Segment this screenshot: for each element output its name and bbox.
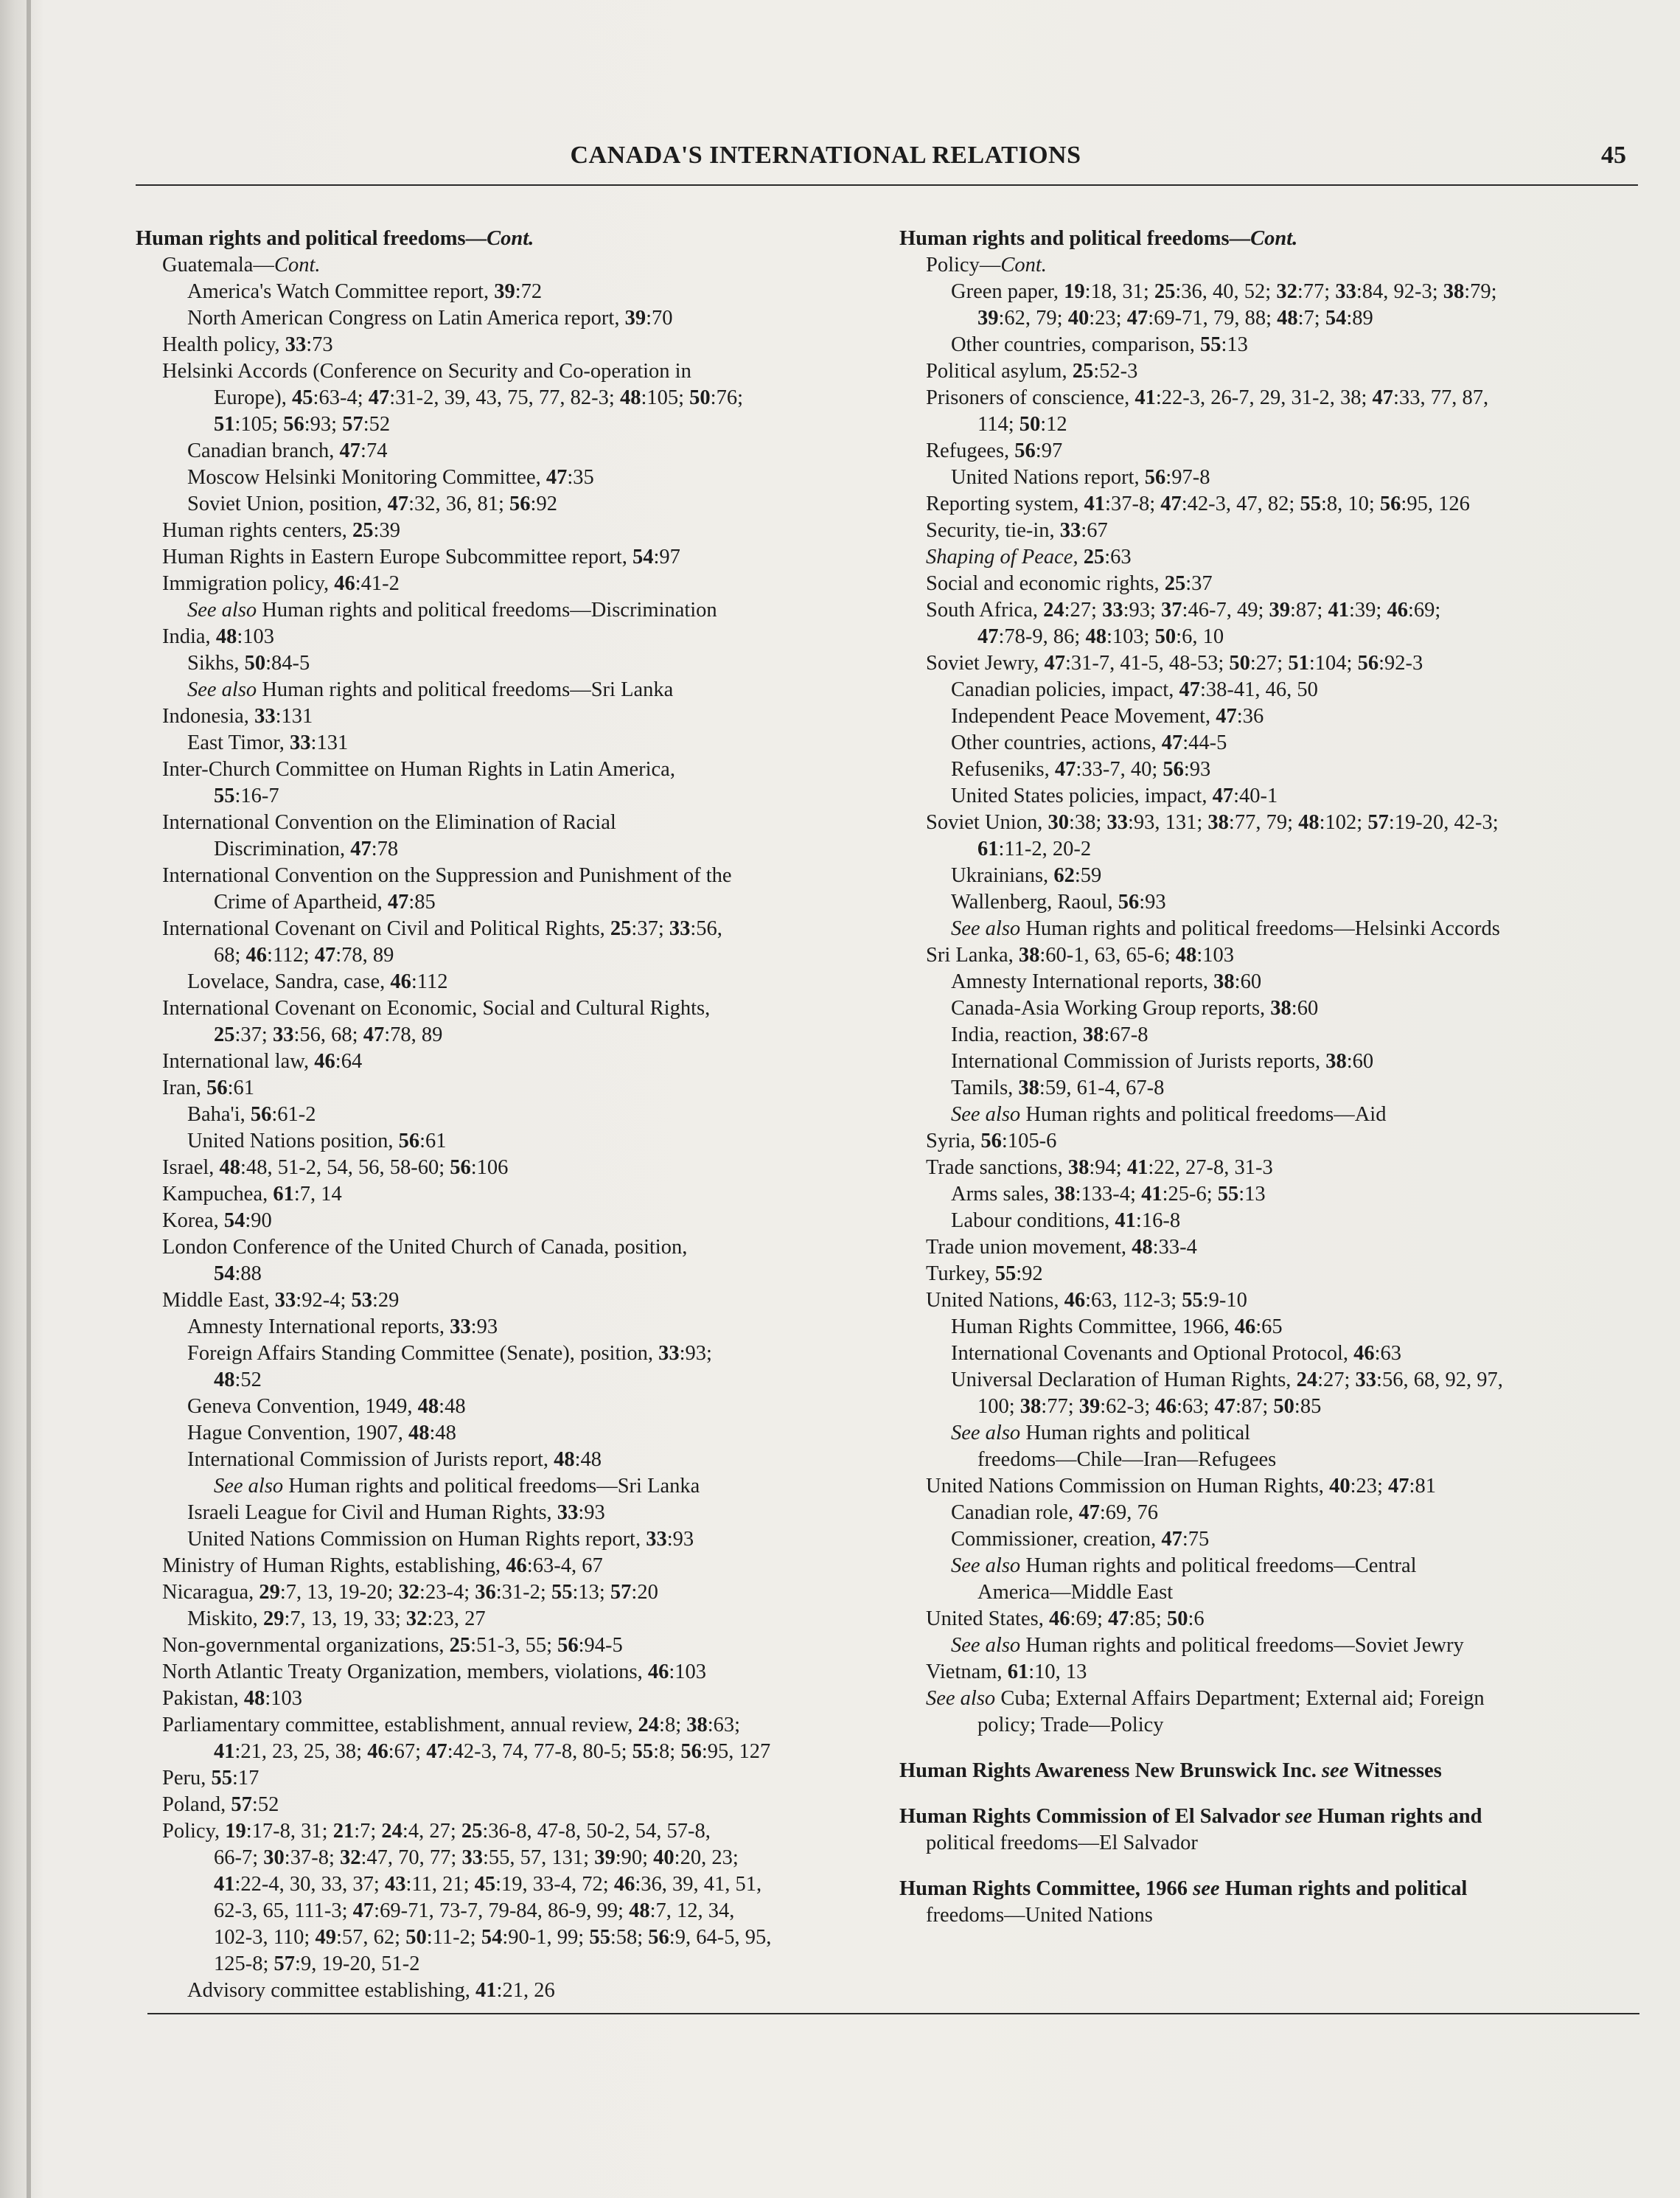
index-entry: Sikhs, 50:84-5	[187, 652, 310, 675]
index-entry: Canadian role, 47:69, 76	[951, 1501, 1158, 1524]
index-entry: United Nations position, 56:61	[187, 1130, 447, 1152]
index-entry: United Nations, 46:63, 112-3; 55:9-10	[926, 1289, 1247, 1312]
index-entry: Soviet Union, 30:38; 33:93, 131; 38:77, 79; 48:102; 57:19-20, 42-3;	[926, 811, 1499, 834]
index-entry: 48:52	[214, 1368, 262, 1391]
index-entry: freedoms—Chile—Iran—Refugees	[977, 1448, 1277, 1471]
index-entry: Discrimination, 47:78	[214, 838, 399, 860]
index-entry: Iran, 56:61	[162, 1077, 255, 1099]
index-entry: Vietnam, 61:10, 13	[926, 1660, 1087, 1683]
index-entry: 68; 46:112; 47:78, 89	[214, 944, 394, 967]
index-entry: United States, 46:69; 47:85; 50:6	[926, 1607, 1205, 1630]
index-entry: See also Human rights and political freedoms—Sri Lanka	[187, 678, 674, 701]
index-entry: Miskito, 29:7, 13, 19, 33; 32:23, 27	[187, 1607, 486, 1630]
index-entry: Reporting system, 41:37-8; 47:42-3, 47, 82; 55:8, 10; 56:95, 126	[926, 493, 1470, 515]
index-entry: 55:16-7	[214, 785, 279, 807]
index-entry: Wallenberg, Raoul, 56:93	[951, 891, 1166, 914]
index-entry: Amnesty International reports, 33:93	[187, 1315, 498, 1338]
index-entry: Non-governmental organizations, 25:51-3, 55; 56:94-5	[162, 1634, 623, 1657]
index-entry: See also Human rights and political freedoms—Central	[951, 1554, 1417, 1577]
header-title: CANADA'S INTERNATIONAL RELATIONS	[570, 142, 1081, 169]
index-entry: Inter-Church Committee on Human Rights in Latin America,	[162, 758, 675, 781]
index-entry: America—Middle East	[977, 1581, 1174, 1604]
index-entry: Moscow Helsinki Monitoring Committee, 47:35	[187, 466, 594, 489]
index-column-right	[899, 226, 1644, 1929]
index-entry: Parliamentary committee, establishment, annual review, 24:8; 38:63;	[162, 1714, 741, 1736]
index-entry: India, reaction, 38:67-8	[951, 1023, 1149, 1046]
index-entry: See also Cuba; External Affairs Department; External aid; Foreign	[926, 1687, 1485, 1710]
index-entry: Universal Declaration of Human Rights, 24:27; 33:56, 68, 92, 97,	[951, 1368, 1503, 1391]
index-entry: Trade sanctions, 38:94; 41:22, 27-8, 31-3	[926, 1156, 1273, 1179]
index-entry: Lovelace, Sandra, case, 46:112	[187, 970, 448, 993]
index-entry: 41:21, 23, 25, 38; 46:67; 47:42-3, 74, 77-8, 80-5; 55:8; 56:95, 127	[214, 1740, 771, 1763]
header-rule	[136, 184, 1638, 186]
index-entry: Political asylum, 25:52-3	[926, 360, 1138, 383]
index-entry: Amnesty International reports, 38:60	[951, 970, 1262, 993]
index-entry: International Convention on the Suppression and Punishment of the	[162, 864, 732, 887]
index-entry: Shaping of Peace, 25:63	[926, 546, 1132, 568]
binding-edge	[27, 0, 31, 2198]
index-entry: Arms sales, 38:133-4; 41:25-6; 55:13	[951, 1183, 1266, 1206]
index-entry: East Timor, 33:131	[187, 731, 349, 754]
index-entry: International Covenant on Economic, Social and Cultural Rights,	[162, 997, 711, 1020]
index-column-left	[136, 226, 873, 2004]
index-entry: North American Congress on Latin America report, 39:70	[187, 307, 673, 330]
index-entry: 54:88	[214, 1262, 262, 1285]
index-entry: Nicaragua, 29:7, 13, 19-20; 32:23-4; 36:31-2; 55:13; 57:20	[162, 1581, 658, 1604]
index-entry: Independent Peace Movement, 47:36	[951, 705, 1264, 728]
index-entry: South Africa, 24:27; 33:93; 37:46-7, 49; 39:87; 41:39; 46:69;	[926, 599, 1441, 622]
running-header	[133, 139, 1637, 183]
index-entry: Syria, 56:105-6	[926, 1130, 1057, 1152]
index-entry: Middle East, 33:92-4; 53:29	[162, 1289, 400, 1312]
index-heading: Human rights and political freedoms—Cont.	[899, 227, 1298, 250]
index-entry: Policy—Cont.	[926, 254, 1047, 277]
index-entry: Trade union movement, 48:33-4	[926, 1236, 1197, 1259]
footer-rule	[147, 2013, 1639, 2014]
index-heading: Human Rights Committee, 1966 see Human rights and political	[899, 1877, 1468, 1900]
index-entry: 51:105; 56:93; 57:52	[214, 413, 391, 436]
index-entry: Crime of Apartheid, 47:85	[214, 891, 436, 914]
index-entry: International Commission of Jurists reports, 38:60	[951, 1050, 1374, 1073]
index-entry: Policy, 19:17-8, 31; 21:7; 24:4, 27; 25:36-8, 47-8, 50-2, 54, 57-8,	[162, 1820, 711, 1843]
index-entry: 100; 38:77; 39:62-3; 46:63; 47:87; 50:85	[977, 1395, 1322, 1418]
index-entry: America's Watch Committee report, 39:72	[187, 280, 543, 303]
index-entry: Refuseniks, 47:33-7, 40; 56:93	[951, 758, 1211, 781]
index-entry: International Covenants and Optional Protocol, 46:63	[951, 1342, 1402, 1365]
index-entry: Indonesia, 33:131	[162, 705, 313, 728]
index-entry: Soviet Jewry, 47:31-7, 41-5, 48-53; 50:27; 51:104; 56:92-3	[926, 652, 1423, 675]
index-entry: See also Human rights and political freedoms—Discrimination	[187, 599, 717, 622]
index-entry: Helsinki Accords (Conference on Security and Co-operation in	[162, 360, 691, 383]
index-entry: 102-3, 110; 49:57, 62; 50:11-2; 54:90-1, 99; 55:58; 56:9, 64-5, 95,	[214, 1926, 772, 1949]
index-entry: London Conference of the United Church of Canada, position,	[162, 1236, 688, 1259]
index-entry: Israeli League for Civil and Human Rights, 33:93	[187, 1501, 605, 1524]
index-entry: Other countries, actions, 47:44-5	[951, 731, 1227, 754]
index-entry: International Covenant on Civil and Political Rights, 25:37; 33:56,	[162, 917, 722, 940]
index-entry: International Convention on the Elimination of Racial	[162, 811, 616, 834]
index-entry: See also Human rights and political freedoms—Helsinki Accords	[951, 917, 1500, 940]
index-entry: See also Human rights and political	[951, 1422, 1251, 1444]
index-entry: 61:11-2, 20-2	[977, 838, 1092, 860]
entry-spacer	[899, 1784, 1644, 1804]
index-entry: United Nations Commission on Human Rights report, 33:93	[187, 1528, 694, 1551]
index-entry: United States policies, impact, 47:40-1	[951, 785, 1278, 807]
index-entry: India, 48:103	[162, 625, 274, 648]
index-entry: Sri Lanka, 38:60-1, 63, 65-6; 48:103	[926, 944, 1234, 967]
index-entry: Human rights centers, 25:39	[162, 519, 400, 542]
index-entry: 41:22-4, 30, 33, 37; 43:11, 21; 45:19, 33-4, 72; 46:36, 39, 41, 51,	[214, 1873, 762, 1896]
index-entry: 125-8; 57:9, 19-20, 51-2	[214, 1952, 420, 1975]
index-entry: Other countries, comparison, 55:13	[951, 333, 1248, 356]
index-entry: Peru, 55:17	[162, 1767, 259, 1790]
index-entry: Guatemala—Cont.	[162, 254, 321, 277]
index-entry: 25:37; 33:56, 68; 47:78, 89	[214, 1023, 443, 1046]
index-entry: International Commission of Jurists report, 48:48	[187, 1448, 602, 1471]
index-entry: Human Rights Committee, 1966, 46:65	[951, 1315, 1283, 1338]
index-entry: Ukrainians, 62:59	[951, 864, 1102, 887]
index-entry: Tamils, 38:59, 61-4, 67-8	[951, 1077, 1165, 1099]
entry-spacer	[899, 1857, 1644, 1876]
index-entry: Hague Convention, 1907, 48:48	[187, 1422, 456, 1444]
index-entry: Israel, 48:48, 51-2, 54, 56, 58-60; 56:106	[162, 1156, 509, 1179]
index-entry: 39:62, 79; 40:23; 47:69-71, 79, 88; 48:7; 54:89	[977, 307, 1373, 330]
index-entry: Health policy, 33:73	[162, 333, 333, 356]
index-entry: See also Human rights and political freedoms—Aid	[951, 1103, 1387, 1126]
index-entry: 66-7; 30:37-8; 32:47, 70, 77; 33:55, 57, 131; 39:90; 40:20, 23;	[214, 1846, 739, 1869]
index-entry: Prisoners of conscience, 41:22-3, 26-7, 29, 31-2, 38; 47:33, 77, 87,	[926, 386, 1489, 409]
entry-spacer	[899, 1739, 1644, 1758]
index-entry: Human Rights in Eastern Europe Subcommittee report, 54:97	[162, 546, 680, 568]
index-entry: 62-3, 65, 111-3; 47:69-71, 73-7, 79-84, 86-9, 99; 48:7, 12, 34,	[214, 1899, 735, 1922]
index-entry: 47:78-9, 86; 48:103; 50:6, 10	[977, 625, 1224, 648]
index-entry: See also Human rights and political freedoms—Soviet Jewry	[951, 1634, 1464, 1657]
index-entry: Kampuchea, 61:7, 14	[162, 1183, 342, 1206]
index-entry: International law, 46:64	[162, 1050, 363, 1073]
index-entry: North Atlantic Treaty Organization, members, violations, 46:103	[162, 1660, 707, 1683]
index-entry: Foreign Affairs Standing Committee (Senate), position, 33:93;	[187, 1342, 712, 1365]
page-number: 45	[1601, 142, 1626, 169]
index-entry: See also Human rights and political freedoms—Sri Lanka	[214, 1475, 700, 1498]
index-entry: political freedoms—El Salvador	[926, 1832, 1198, 1854]
index-heading: Human rights and political freedoms—Cont.	[136, 227, 534, 250]
index-entry: freedoms—United Nations	[926, 1904, 1153, 1927]
index-heading: Human Rights Awareness New Brunswick Inc. see Witnesses	[899, 1759, 1442, 1782]
index-heading: Human Rights Commission of El Salvador see Human rights and	[899, 1805, 1482, 1828]
index-entry: Refugees, 56:97	[926, 439, 1063, 462]
index-entry: Baha'i, 56:61-2	[187, 1103, 316, 1126]
index-entry: Green paper, 19:18, 31; 25:36, 40, 52; 32:77; 33:84, 92-3; 38:79;	[951, 280, 1497, 303]
index-entry: Social and economic rights, 25:37	[926, 572, 1213, 595]
index-entry: Canadian branch, 47:74	[187, 439, 388, 462]
index-entry: Geneva Convention, 1949, 48:48	[187, 1395, 466, 1418]
index-entry: Korea, 54:90	[162, 1209, 272, 1232]
index-entry: Turkey, 55:92	[926, 1262, 1043, 1285]
index-entry: policy; Trade—Policy	[977, 1714, 1164, 1736]
index-entry: Poland, 57:52	[162, 1793, 279, 1816]
index-entry: Advisory committee establishing, 41:21, 26	[187, 1979, 555, 2002]
index-entry: Immigration policy, 46:41-2	[162, 572, 400, 595]
index-entry: Commissioner, creation, 47:75	[951, 1528, 1210, 1551]
index-entry: 114; 50:12	[977, 413, 1067, 436]
index-entry: Security, tie-in, 33:67	[926, 519, 1108, 542]
index-entry: Canada-Asia Working Group reports, 38:60	[951, 997, 1319, 1020]
index-entry: United Nations Commission on Human Rights, 40:23; 47:81	[926, 1475, 1436, 1498]
index-entry: Soviet Union, position, 47:32, 36, 81; 56:92	[187, 493, 557, 515]
index-entry: Ministry of Human Rights, establishing, 46:63-4, 67	[162, 1554, 603, 1577]
index-entry: Pakistan, 48:103	[162, 1687, 302, 1710]
index-entry: Europe), 45:63-4; 47:31-2, 39, 43, 75, 77, 82-3; 48:105; 50:76;	[214, 386, 744, 409]
index-entry: Canadian policies, impact, 47:38-41, 46, 50	[951, 678, 1318, 701]
index-entry: United Nations report, 56:97-8	[951, 466, 1210, 489]
index-entry: Labour conditions, 41:16-8	[951, 1209, 1181, 1232]
